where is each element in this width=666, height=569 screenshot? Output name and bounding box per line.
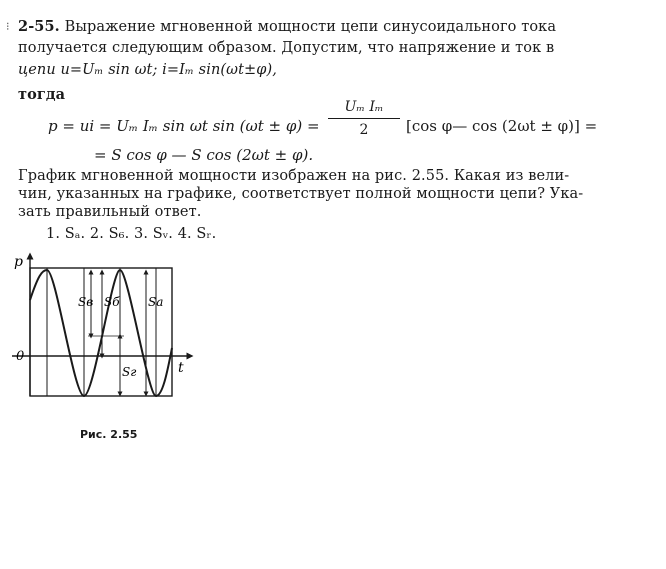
problem-line-1 (18, 18, 558, 36)
formula-line-1-left: p = ui = Uₘ Iₘ sin ωt sin (ωt ± φ) = (48, 117, 320, 135)
problem-text-1: Выражение мгновенной мощности цепи синусоидального тока (64, 19, 557, 35)
fraction-bar (328, 118, 400, 119)
label-sv: Sв (78, 295, 94, 309)
label-sa: Sа (148, 295, 164, 309)
formula-line-1-right: [cos φ— cos (2ωt ± φ)] = (406, 117, 598, 135)
problem-line-7: зать правильный ответ. (18, 204, 202, 220)
figure-power-graph (0, 248, 200, 428)
figure-caption: Рис. 2.55 (80, 428, 138, 441)
answer-options: 1. Sₐ. 2. S₆. 3. Sᵥ. 4. Sᵣ. (46, 226, 217, 242)
origin-label: 0 (16, 349, 25, 364)
fraction-numerator: Uₘ Iₘ (344, 99, 384, 115)
problem-line-6: чин, указанных на графике, соответствует полной мощности цепи? Ука- (18, 186, 584, 202)
problem-line-5: График мгновенной мощности изображен на рис. 2.55. Какая из вели- (18, 168, 570, 184)
label-sg: Sг (122, 365, 137, 379)
y-axis-label: p (14, 254, 23, 270)
problem-number: 2-55. (18, 18, 60, 35)
fraction-denominator: 2 (359, 122, 369, 138)
problem-line-2: получается следующим образом. Допустим, что напряжение и ток в (18, 40, 555, 56)
power-curve (30, 270, 172, 396)
problem-line-4: тогда (18, 86, 66, 103)
margin-mark: ⁝ (6, 20, 10, 33)
label-sb: Sб (104, 295, 120, 309)
x-axis-label: t (178, 360, 184, 376)
figure-frame (30, 268, 172, 396)
problem-line-3: цепи u=Uₘ sin ωt; i=Iₘ sin(ωt±φ), (18, 62, 277, 78)
formula-line-2: = S cos φ — S cos (2ωt ± φ). (94, 146, 314, 164)
